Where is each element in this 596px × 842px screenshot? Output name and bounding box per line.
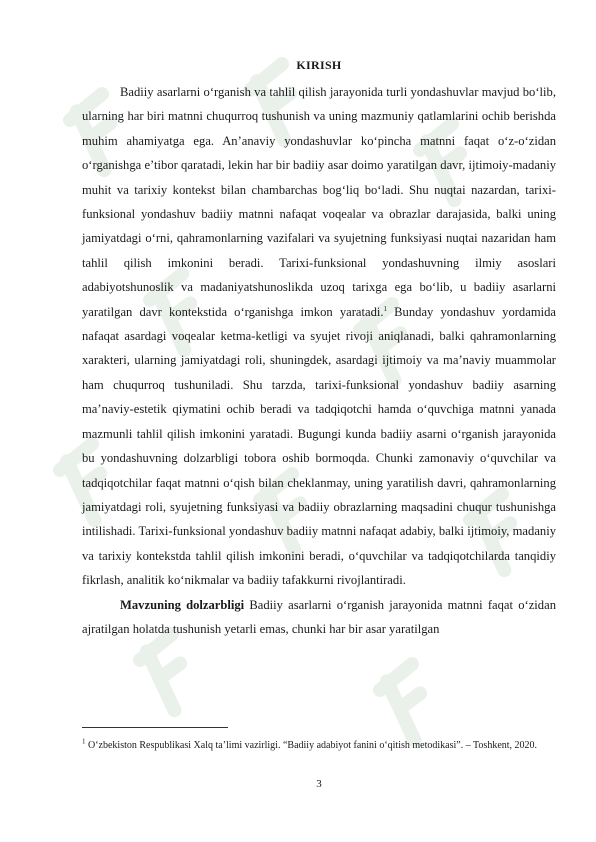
body-text xyxy=(82,80,556,641)
footnote-divider xyxy=(82,727,228,728)
footnote-number: 1 xyxy=(82,737,86,746)
page-title: KIRISH xyxy=(296,58,342,72)
footnote-text: O‘zbekiston Respublikasi Xalq ta’limi vazirligi. “Badiiy adabiyot fanini o‘qitish metodikasi”. – Toshkent, 2020. xyxy=(85,740,538,751)
watermark-logo-icon xyxy=(376,664,442,744)
watermark-logo-icon xyxy=(136,634,202,714)
paragraph-intro-part-1: Badiiy asarlarni o‘rganish va tahlil qilish jarayonida turli yondashuvlar mavjud bo‘lib, ularning har biri matnni chuqurroq tushunish va uning mazmuniy qatlamlarini ochib berishda muhim ahamiyatga ega. An’anaviy yondashuvlar ko‘pincha matnni faqat o‘z-o‘zidan o‘rganishga e’tibor qaratadi, lekin har bir badiiy asar doimo yaratilgan davr, ijtimoiy-madaniy muhit va tarixiy kontekst bilan chambarchas bog‘liq bo‘ladi. Shu nuqtai nazardan, tarixi-funksional yondashuv badiiy matnni nafaqat voqealar va obrazlar darajasida, balki uning jamiyatdagi o‘rni, qahramonlarning vazifalari va syujetning funksiyasi nuqtai nazaridan ham tahlil qilish imkonini beradi. Tarixi-funksional yondashuvning ilmiy asoslari adabiyotshunoslik va madaniyatshunoslikda uzoq tarixga ega bo‘lib, u badiiy asarlarni yaratilgan davr kontekstida o‘rganishga imkon yaratadi. xyxy=(82,85,556,319)
paragraph-intro-part-2: Bunday yondashuv yordamida nafaqat asardagi voqealar ketma-ketligi va syujet rivoji aniqlanadi, balki qahramonlarning xarakteri, ularning jamiyatdagi roli, shuningdek, asardagi ijtimoiy va ma’naviy muammolar ham chuqurroq tushuniladi. Shu tarzda, tarixi-funksional yondashuv badiiy asarning ma’naviy-estetik qiymatini ochib beradi va tadqiqotchi hamda o‘quvchiga matnni yanada mazmunli tahlil qilish imkonini yaratadi. Bugungi kunda badiiy asarni o‘rganish jarayonida bu yondashuvning dolzarbligi tobora oshib bormoqda. Chunki zamonaviy o‘quvchilar va tadqiqotchilar faqat matnni o‘qish bilan cheklanmay, uning yaratilish davri, qahramonlarning jamiyatdagi roli, syujetning funksiyasi va badiiy obrazlarning maqsadini chuqur tushunishga intilishadi. Tarixi-funksional yondashuv badiiy matnni nafaqat adabiy, balki ijtimoiy, madaniy va tarixiy kontekstda tahlil qilish imkonini beradi, o‘quvchilar va tadqiqotchilarda tanqidiy fikrlash, analitik ko‘nikmalar va badiiy tafakkurni rivojlantiradi. xyxy=(82,304,557,588)
paragraph-intro xyxy=(82,80,556,593)
page-number: 3 xyxy=(316,778,322,790)
footnote xyxy=(82,738,556,753)
relevance-text: Badiiy asarlarni o‘rganish jarayonida matnni faqat o‘zidan ajratilgan holatda tushunish yetarli emas, chunki har bir asar yaratilgan xyxy=(82,597,556,636)
paragraph-relevance xyxy=(82,593,556,642)
relevance-heading: Mavzuning dolzarbligi xyxy=(120,597,245,612)
footnote-reference: 1 xyxy=(383,304,388,313)
